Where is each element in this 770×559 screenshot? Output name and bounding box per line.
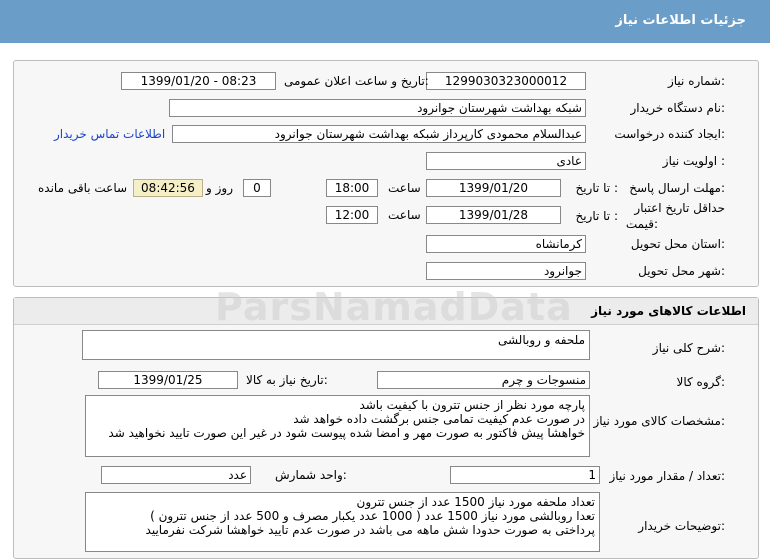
need-date-label: تاریخ نیاز به کالا: — [246, 373, 328, 387]
buyer-contact-link[interactable]: اطلاعات تماس خریدار — [54, 127, 166, 141]
qty-label: تعداد / مقدار مورد نیاز: — [609, 469, 725, 483]
send-time-field: 18:00 — [326, 179, 378, 197]
summary-label: شرح کلی نیاز: — [652, 341, 725, 355]
buyer-notes-line: تعدا روبالشی مورد نیاز 1500 عدد ( 1000 عدد یکبار مصرف و 500 عدد از جنس تترون ) — [150, 509, 595, 523]
send-to-date-label: تا تاریخ : — [575, 181, 618, 195]
creator-field: عبدالسلام محمودی کارپرداز شبکه بهداشت شهرستان جوانرود — [172, 125, 586, 143]
need-number-label: شماره نیاز: — [667, 74, 725, 88]
page-header-bar — [0, 0, 770, 43]
province-label: استان محل تحویل: — [630, 237, 725, 251]
need-details-panel — [13, 60, 759, 287]
buyer-notes-field — [85, 492, 600, 552]
days-label: روز و — [206, 181, 233, 195]
send-date-field: 1399/01/20 — [426, 179, 561, 197]
priority-label: اولویت نیاز : — [662, 154, 725, 168]
unit-label: واحد شمارش: — [275, 468, 347, 482]
watermark: ParsNamadData — [215, 285, 573, 329]
validity-label-line1: حداقل تاریخ اعتبار — [634, 201, 725, 215]
goods-info-panel — [13, 297, 759, 559]
announce-label: تاریخ و ساعت اعلان عمومی: — [284, 74, 429, 88]
creator-label: ایجاد کننده درخواست: — [614, 127, 725, 141]
send-deadline-label: مهلت ارسال پاسخ: — [629, 181, 725, 195]
buyer-notes-line: پرداختی به صورت حدودا شش ماهه می باشد در صورت عدم تایید خواهشا شرکت نفرمایید — [145, 523, 595, 537]
buyer-org-field: شبکه بهداشت شهرستان جوانرود — [169, 99, 586, 117]
page-title: جزئیات اطلاعات نیاز — [615, 13, 746, 28]
remaining-time-field: 08:42:56 — [133, 179, 203, 197]
province-field: کرمانشاه — [426, 235, 586, 253]
specs-line: پارچه مورد نظر از جنس تترون با کیفیت باشد — [359, 398, 585, 412]
validity-time-field: 12:00 — [326, 206, 378, 224]
specs-label: مشخصات کالای مورد نیاز: — [593, 414, 725, 428]
summary-field — [82, 330, 590, 360]
specs-line: در صورت عدم کیفیت تمامی جنس برگشت داده خواهد شد — [293, 412, 585, 426]
city-field: جوانرود — [426, 262, 586, 280]
validity-to-date-label: تا تاریخ : — [575, 209, 618, 223]
unit-field: عدد — [101, 466, 251, 484]
remaining-label: ساعت باقی مانده — [38, 181, 128, 195]
validity-time-label: ساعت — [388, 208, 421, 222]
priority-field: عادی — [426, 152, 586, 170]
announce-field: 1399/01/20 - 08:23 — [121, 72, 276, 90]
group-label: گروه کالا: — [676, 375, 725, 389]
goods-panel-header — [14, 298, 758, 325]
group-field: منسوجات و چرم — [377, 371, 590, 389]
specs-line: خواهشا پیش فاکتور به صورت مهر و امضا شده پیوست شود در غیر این صورت تایید نخواهید شد — [108, 426, 585, 440]
specs-field — [85, 395, 590, 457]
need-number-field: 1299030323000012 — [426, 72, 586, 90]
validity-date-field: 1399/01/28 — [426, 206, 561, 224]
goods-panel-title: اطلاعات کالاهای مورد نیاز — [591, 304, 746, 318]
send-time-label: ساعت — [388, 181, 421, 195]
summary-text: ملحفه و روبالشی — [497, 333, 585, 347]
validity-label-line2: قیمت: — [625, 217, 658, 231]
buyer-org-label: نام دستگاه خریدار: — [630, 101, 725, 115]
qty-field: 1 — [450, 466, 600, 484]
buyer-notes-label: توضیحات خریدار: — [638, 519, 725, 533]
need-date-field: 1399/01/25 — [98, 371, 238, 389]
city-label: شهر محل تحویل: — [638, 264, 725, 278]
days-field: 0 — [243, 179, 271, 197]
buyer-notes-line: تعداد ملحفه مورد نیاز 1500 عدد از جنس تترون — [356, 495, 595, 509]
